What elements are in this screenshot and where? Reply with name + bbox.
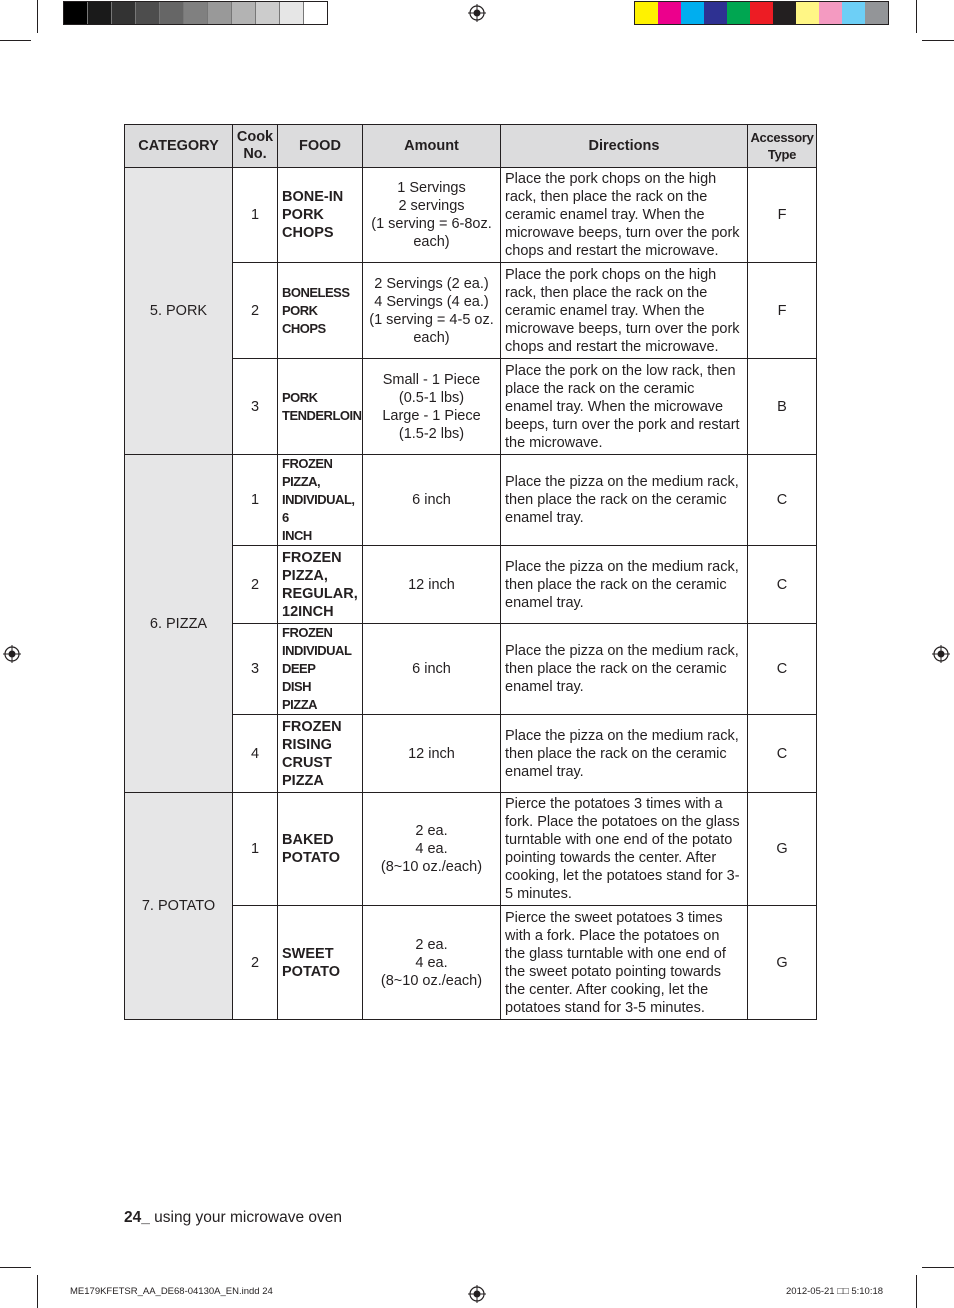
gray-swatch bbox=[208, 2, 232, 24]
color-swatch bbox=[681, 2, 704, 24]
directions-cell: Place the pizza on the medium rack, then place the rack on the ceramic enamel tray. bbox=[501, 715, 748, 793]
amount-cell: 1 Servings 2 servings (1 serving = 6-8oz. each) bbox=[363, 168, 501, 263]
cook-no-cell: 2 bbox=[233, 546, 278, 624]
color-swatch bbox=[865, 2, 888, 24]
section-title: using your microwave oven bbox=[149, 1209, 342, 1226]
header-cook-no: Cook No. bbox=[233, 125, 278, 168]
crop-mark bbox=[916, 0, 917, 33]
cook-no-cell: 4 bbox=[233, 715, 278, 793]
accessory-cell: G bbox=[748, 793, 817, 906]
directions-cell: Place the pork chops on the high rack, then place the rack on the ceramic enamel tray. When the microwave beeps, turn over the pork chops and restart the microwave. bbox=[501, 168, 748, 263]
color-swatch bbox=[704, 2, 727, 24]
amount-cell: Small - 1 Piece (0.5-1 lbs) Large - 1 Piece (1.5-2 lbs) bbox=[363, 359, 501, 455]
gray-swatch bbox=[88, 2, 112, 24]
header-accessory-type: Accessory Type bbox=[748, 125, 817, 168]
gray-swatch bbox=[304, 2, 327, 24]
color-swatch bbox=[773, 2, 796, 24]
accessory-cell: F bbox=[748, 168, 817, 263]
amount-cell: 6 inch bbox=[363, 624, 501, 715]
amount-cell: 2 ea. 4 ea. (8~10 oz./each) bbox=[363, 906, 501, 1020]
cook-no-cell: 2 bbox=[233, 263, 278, 359]
accessory-cell: B bbox=[748, 359, 817, 455]
cook-no-cell: 3 bbox=[233, 359, 278, 455]
crop-mark bbox=[922, 40, 954, 41]
directions-cell: Place the pork on the low rack, then place the rack on the ceramic enamel tray. When the microwave beeps, turn over the pork and restart the microwave. bbox=[501, 359, 748, 455]
table-row bbox=[125, 168, 817, 263]
header-food: FOOD bbox=[278, 125, 363, 168]
accessory-cell: C bbox=[748, 624, 817, 715]
gray-swatch bbox=[112, 2, 136, 24]
color-swatch bbox=[750, 2, 773, 24]
gray-swatch bbox=[184, 2, 208, 24]
directions-cell: Pierce the potatoes 3 times with a fork. Place the potatoes on the glass turntable with one end of the potato pointing towards the center. After cooking, let the potatoes stand for 3-5 minutes. bbox=[501, 793, 748, 906]
amount-cell: 2 ea. 4 ea. (8~10 oz./each) bbox=[363, 793, 501, 906]
gray-swatch bbox=[136, 2, 160, 24]
crop-mark bbox=[37, 1275, 38, 1308]
amount-cell: 2 Servings (2 ea.) 4 Servings (4 ea.) (1 serving = 4-5 oz. each) bbox=[363, 263, 501, 359]
crop-mark bbox=[37, 0, 38, 33]
directions-cell: Place the pizza on the medium rack, then place the rack on the ceramic enamel tray. bbox=[501, 455, 748, 546]
crop-mark bbox=[922, 1267, 954, 1268]
print-slug-file: ME179KFETSR_AA_DE68-04130A_EN.indd 24 bbox=[70, 1286, 273, 1297]
cook-no-cell: 1 bbox=[233, 455, 278, 546]
accessory-cell: F bbox=[748, 263, 817, 359]
page-footer bbox=[124, 1209, 342, 1227]
color-swatch bbox=[819, 2, 842, 24]
gray-swatch bbox=[280, 2, 304, 24]
color-swatch bbox=[635, 2, 658, 24]
cook-no-cell: 1 bbox=[233, 793, 278, 906]
food-cell: BAKED POTATO bbox=[278, 793, 363, 906]
registration-mark-icon bbox=[932, 645, 950, 663]
accessory-cell: C bbox=[748, 715, 817, 793]
gray-swatch bbox=[256, 2, 280, 24]
color-swatch bbox=[796, 2, 819, 24]
food-cell: BONE-IN PORK CHOPS bbox=[278, 168, 363, 263]
food-cell: BONELESS PORK CHOPS bbox=[278, 263, 363, 359]
amount-cell: 6 inch bbox=[363, 455, 501, 546]
table-row bbox=[125, 793, 817, 906]
color-swatch bbox=[727, 2, 750, 24]
food-cell: SWEET POTATO bbox=[278, 906, 363, 1020]
food-cell: PORK TENDERLOIN bbox=[278, 359, 363, 455]
category-cell: 5. PORK bbox=[125, 168, 233, 455]
food-cell: FROZEN PIZZA, REGULAR, 12INCH bbox=[278, 546, 363, 624]
accessory-cell: G bbox=[748, 906, 817, 1020]
amount-cell: 12 inch bbox=[363, 546, 501, 624]
registration-mark-icon bbox=[468, 4, 486, 22]
print-slug-date: 2012-05-21 □□ 5:10:18 bbox=[786, 1286, 884, 1297]
food-cell: FROZEN INDIVIDUAL DEEP DISH PIZZA bbox=[278, 624, 363, 715]
table-row bbox=[125, 455, 817, 546]
directions-cell: Place the pork chops on the high rack, then place the rack on the ceramic enamel tray. When the microwave beeps, turn over the pork chops and restart the microwave. bbox=[501, 263, 748, 359]
registration-mark-icon bbox=[3, 645, 21, 663]
category-cell: 7. POTATO bbox=[125, 793, 233, 1020]
amount-cell: 12 inch bbox=[363, 715, 501, 793]
cooking-guide-table bbox=[124, 124, 817, 1020]
cook-no-cell: 3 bbox=[233, 624, 278, 715]
header-amount: Amount bbox=[363, 125, 501, 168]
color-swatch bbox=[658, 2, 681, 24]
grayscale-color-bar bbox=[63, 1, 328, 25]
directions-cell: Place the pizza on the medium rack, then place the rack on the ceramic enamel tray. bbox=[501, 546, 748, 624]
process-color-bar bbox=[634, 1, 889, 25]
table-header-row bbox=[125, 125, 817, 168]
page-number: 24_ bbox=[124, 1209, 150, 1226]
food-cell: FROZEN PIZZA, INDIVIDUAL, 6 INCH bbox=[278, 455, 363, 546]
crop-mark bbox=[0, 40, 31, 41]
gray-swatch bbox=[64, 2, 88, 24]
food-cell: FROZEN RISING CRUST PIZZA bbox=[278, 715, 363, 793]
gray-swatch bbox=[232, 2, 256, 24]
color-swatch bbox=[842, 2, 865, 24]
accessory-cell: C bbox=[748, 455, 817, 546]
gray-swatch bbox=[160, 2, 184, 24]
cook-no-cell: 2 bbox=[233, 906, 278, 1020]
header-category: CATEGORY bbox=[125, 125, 233, 168]
category-cell: 6. PIZZA bbox=[125, 455, 233, 793]
accessory-cell: C bbox=[748, 546, 817, 624]
directions-cell: Pierce the sweet potatoes 3 times with a fork. Place the potatoes on the glass turntable with one end of the sweet potato pointing towards the center. After cooking, let the potatoes stand for 3-5 minutes. bbox=[501, 906, 748, 1020]
crop-mark bbox=[916, 1275, 917, 1308]
directions-cell: Place the pizza on the medium rack, then place the rack on the ceramic enamel tray. bbox=[501, 624, 748, 715]
cook-no-cell: 1 bbox=[233, 168, 278, 263]
crop-mark bbox=[0, 1267, 31, 1268]
registration-mark-icon bbox=[468, 1285, 486, 1303]
header-directions: Directions bbox=[501, 125, 748, 168]
